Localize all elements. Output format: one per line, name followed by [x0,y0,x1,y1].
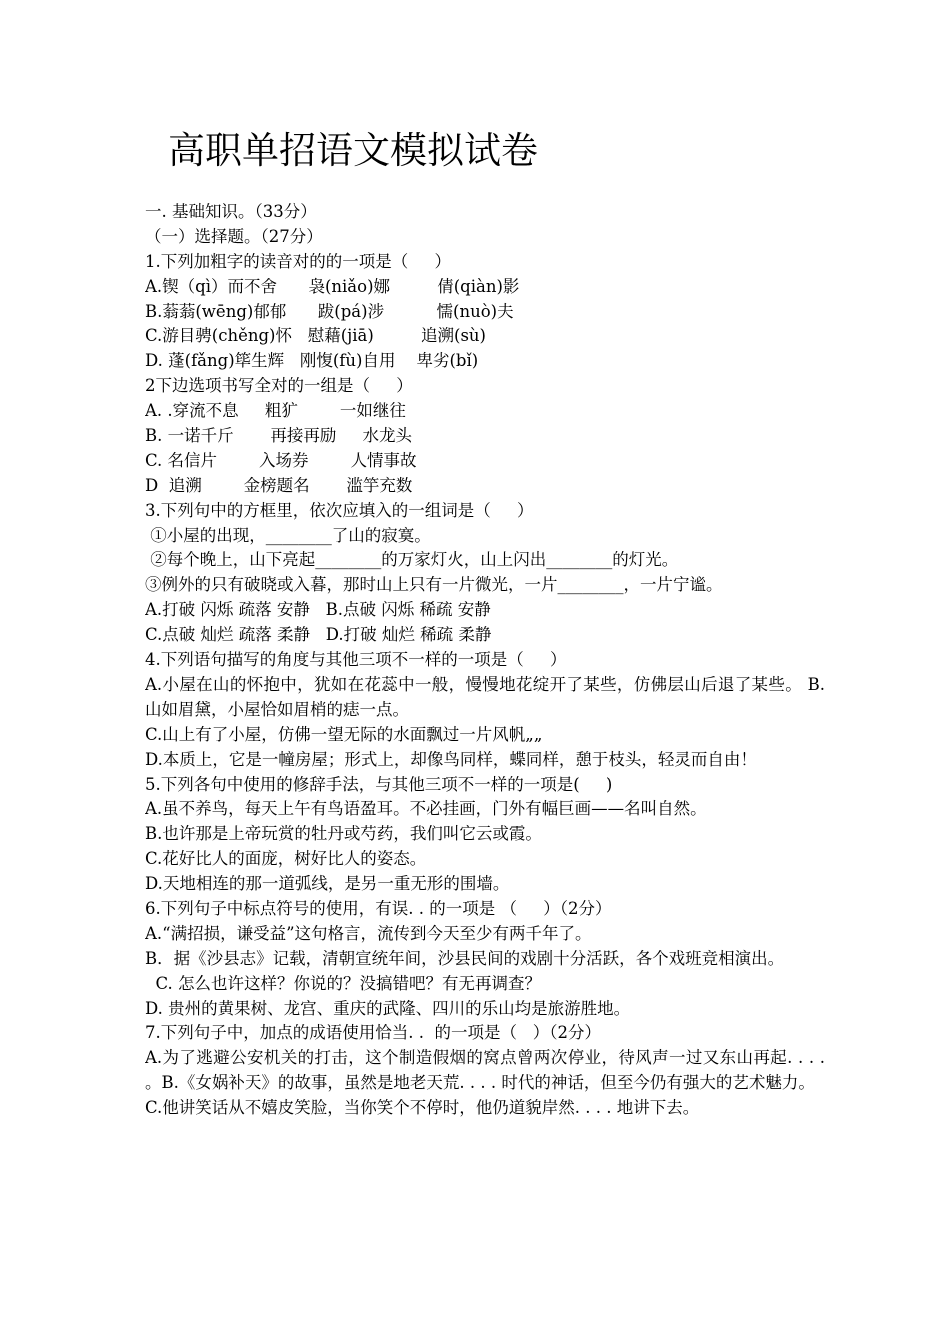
question-4: 4.下列语句描写的角度与其他三项不一样的一项是（ ） [145,650,567,670]
question-5-option-d: D.天地相连的那一道弧线，是另一重无形的围墙。 [145,874,510,894]
question-1-option-b: B.蓊蓊(wēng)郁郁 跋(pá)涉 懦(nuò)夫 [145,301,514,321]
question-2-option-d: D 追溯 金榜题名 滥竽充数 [145,475,413,495]
subsection-heading: （一）选择题。（27分） [145,226,323,246]
question-3-sentence-3: ③例外的只有破晓或入暮，那时山上只有一片微光，一片________，一片宁谧。 [145,575,723,595]
question-2-option-a: A. .穿流不息 粗犷 一如继往 [145,401,406,421]
question-5-option-a: A.虽不养鸟，每天上午有鸟语盈耳。不必挂画，门外有幅巨画——名叫自然。 [145,799,707,819]
exam-body [145,200,825,1121]
question-3-sentence-1: ①小屋的出现，________了山的寂寞。 [145,525,431,545]
question-1: 1.下列加粗字的读音对的的一项是（ ） [145,251,451,271]
question-5-option-b: B.也许那是上帝玩赏的牡丹或芍药，我们叫它云或霞。 [145,824,542,844]
question-4-option-c: C.山上有了小屋，仿佛一望无际的水面飘过一片风帆„„ [145,724,543,744]
question-5-option-c: C.花好比人的面庞，树好比人的姿态。 [145,849,427,869]
question-3-options-cd: C.点破 灿烂 疏落 柔静 D.打破 灿烂 稀疏 柔静 [145,625,492,645]
question-6: 6.下列句子中标点符号的使用，有误. . 的一项是 （ ）（2分） [145,899,612,918]
question-6-option-b: B．据《沙县志》记载，清朝宣统年间，沙县民间的戏剧十分活跃，各个戏班竞相演出。 [145,948,785,968]
question-2-option-b: B. 一诺千斤 再接再励 水龙头 [145,426,413,446]
question-2-option-c: C. 名信片 入场券 人情事故 [145,450,417,470]
question-4-option-d: D.本质上，它是一幢房屋；形式上，却像鸟同样，蝶同样，憩于枝头，轻灵而自由！ [145,749,757,769]
question-6-option-c: C. 怎么也许这样？你说的？没搞错吧？有无再调查？ [145,973,542,993]
question-5: 5.下列各句中使用的修辞手法，与其他三项不一样的一项是( ) [145,774,613,794]
question-3-sentence-2: ②每个晚上，山下亮起________的万家灯火，山上闪出________的灯光。 [145,550,679,570]
question-6-option-a: A.“满招损，谦受益”这句格言，流传到今天至少有两千年了。 [145,923,592,943]
question-4-options-ab: A.小屋在山的怀抱中，犹如在花蕊中一般，慢慢地花绽开了某些，仿佛层山后退了某些。 B.山如眉黛，小屋恰如眉梢的痣一点。 [145,674,825,719]
question-7-option-c: C.他讲笑话从不嬉皮笑脸，当你笑个不停时，他仍道貌岸然. . . . 地讲下去。 [145,1098,700,1118]
question-1-option-d: D. 蓬(fǎng)筚生辉 刚愎(fù)自用 卑劣(bǐ) [145,351,479,371]
question-2: 2下边选项书写全对的一组是（ ） [145,376,413,396]
section-heading: 一. 基础知识。（33分） [145,202,317,221]
question-7: 7.下列句子中，加点的成语使用恰当. . 的一项是（ ）（2分） [145,1023,601,1043]
question-3: 3.下列句中的方框里，依次应填入的一组词是（ ） [145,500,534,520]
question-1-option-c: C.游目骋(chěng)怀 慰藉(jiā) 追溯(sù) [145,326,486,346]
question-7-options-ab: A.为了逃避公安机关的打击，这个制造假烟的窝点曾两次停业，待风声一过又东山再起. . . . 。B.《女娲补天》的故事，虽然是地老天荒. . . . 时代的神话，但至今仍有强大的艺术魅力。 [145,1048,825,1093]
question-3-options-ab: A.打破 闪烁 疏落 安静 B.点破 闪烁 稀疏 安静 [145,600,491,620]
question-1-option-a: A.锲（qì）而不舍 袅(niǎo)娜 倩(qiàn)影 [145,276,520,296]
page-title: 高职单招语文模拟试卷 [168,129,538,172]
question-6-option-d: D. 贵州的黄果树、龙宫、重庆的武隆、四川的乐山均是旅游胜地。 [145,998,631,1018]
